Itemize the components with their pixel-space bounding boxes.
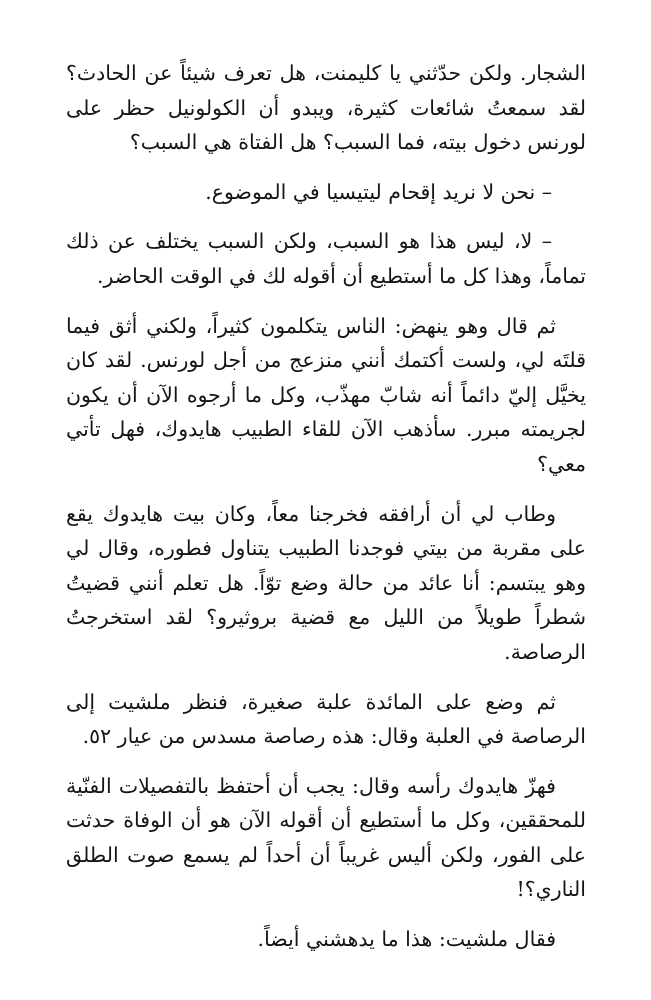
book-page bbox=[66, 56, 586, 972]
paragraph-1: الشجار. ولكن حدّثني يا كليمنت، هل تعرف شيئاً عن الحادث؟ لقد سمعتُ شائعات كثيرة، ويبدو أن الكولونيل حظر على لورنس دخول بيته، فما السبب؟ هل الفتاة هي السبب؟ bbox=[66, 61, 586, 155]
paragraph-6: ثم وضع على المائدة علبة صغيرة، فنظر ملشيت إلى الرصاصة في العلبة وقال: هذه رصاصة مسدس من عيار ٥٢. bbox=[66, 689, 586, 749]
paragraph-2: – نحن لا نريد إقحام ليتيسيا في الموضوع. bbox=[205, 179, 552, 204]
paragraph-4: ثم قال وهو ينهض: الناس يتكلمون كثيراً، ولكني أثق فيما قلتَه لي، ولست أكتمك أنني منزعج من أجل لورنس. لقد كان يخيَّل إليّ دائماً أنه شابّ مهذّب، وكل ما أرجوه الآن أن يكون لجريمته مبرر. سأذهب الآن للقاء الطبيب هايدوك، فهل تأتي معي؟ bbox=[66, 313, 586, 476]
paragraph-5: وطاب لي أن أرافقه فخرجنا معاً، وكان بيت هايدوك يقع على مقربة من بيتي فوجدنا الطبيب يتناول فطوره، وقال لي وهو يبتسم: أنا عائد من حالة وضع توّاً. هل تعلم أنني قضيتُ شطراً طويلاً من الليل مع قضية بروثيرو؟ لقد استخرجتُ الرصاصة. bbox=[66, 501, 586, 664]
paragraph-3: – لا، ليس هذا هو السبب، ولكن السبب يختلف عن ذلك تماماً، وهذا كل ما أستطيع أن أقوله لك في الوقت الحاضر. bbox=[66, 229, 586, 288]
paragraph-8: فقال ملشيت: هذا ما يدهشني أيضاً. bbox=[257, 927, 556, 952]
paragraph-7: فهزّ هايدوك رأسه وقال: يجب أن أحتفظ بالتفصيلات الفنّية للمحققين، وكل ما أستطيع أن أقوله الآن هو أن الوفاة حدثت على الفور، ولكن أليس غريباً أن أحداً لم يسمع صوت الطلق الناري؟! bbox=[66, 773, 586, 902]
